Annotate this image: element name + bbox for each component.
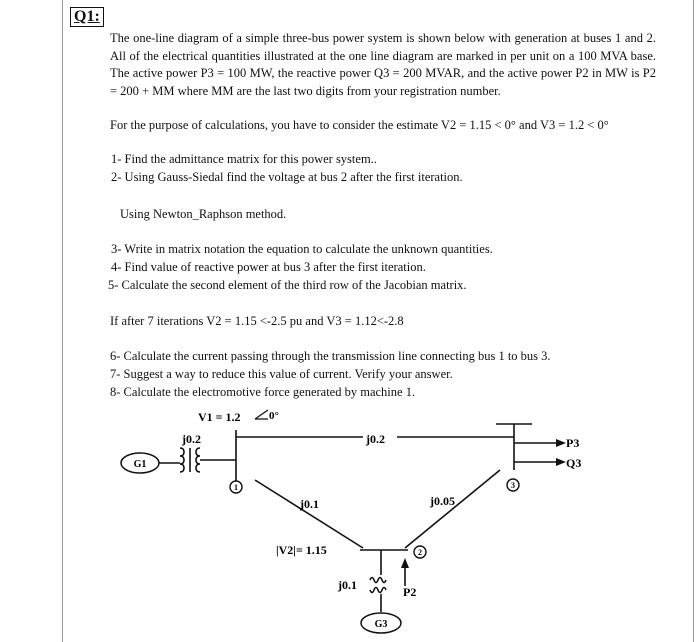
p3-label: P3 [566, 436, 580, 450]
question-8: 8- Calculate the electromotive force generated by machine 1. [110, 385, 416, 399]
g3-label: G3 [374, 619, 388, 630]
g3-coil-top [370, 578, 386, 583]
line-2-3 [405, 470, 500, 548]
g1-label: G1 [133, 459, 147, 470]
question-label: Q1: [70, 7, 104, 27]
bus-3-number: 3 [511, 481, 515, 490]
g1-reactance-coil [180, 448, 184, 472]
question-7: 7- Suggest a way to reduce this value of current. Verify your answer. [110, 367, 453, 381]
newton-raphson-heading: Using Newton_Raphson method. [120, 207, 287, 221]
line-2-3-impedance: j0.05 [430, 494, 455, 508]
g1-coil-secondary [196, 448, 200, 472]
q3-label: Q3 [566, 456, 582, 470]
estimate-line: For the purpose of calculations, you have to consider the estimate V2 = 1.15 < 0° and V3 = 1.2 < 0° [110, 118, 609, 132]
question-3: 3- Write in matrix notation the equation to calculate the unknown quantities. [111, 242, 493, 256]
bus-2-number: 2 [418, 548, 422, 557]
question-6: 6- Calculate the current passing through the transmission line connecting bus 1 to bus 3. [110, 349, 551, 363]
q3-arrow-head [556, 458, 566, 466]
question-2: 2- Using Gauss-Siedal find the voltage at bus 2 after the first iteration. [111, 170, 463, 184]
iterations-note: If after 7 iterations V2 = 1.15 <-2.5 pu and V3 = 1.12<-2.8 [110, 314, 404, 328]
line-1-3-impedance: j0.2 [366, 432, 385, 446]
v1-label: V1 = 1.2 [198, 410, 241, 424]
question-1: 1- Find the admittance matrix for this power system.. [111, 152, 377, 166]
question-5: 5- Calculate the second element of the third row of the Jacobian matrix. [108, 278, 467, 292]
line-1-2 [255, 480, 363, 548]
v1-angle-symbol [255, 410, 268, 419]
v2-magnitude: |V2|= 1.15 [276, 543, 327, 557]
v1-angle: 0° [269, 410, 279, 422]
bus-1-number: 1 [234, 483, 238, 492]
p2-arrow-head [401, 558, 409, 568]
p3-arrow-head [556, 439, 566, 447]
p2-label: P2 [403, 585, 417, 599]
g3-coil-bottom [370, 588, 386, 593]
gen1-reactance: j0.2 [182, 432, 201, 446]
gen3-reactance: j0.1 [338, 578, 357, 592]
question-4: 4- Find value of reactive power at bus 3 after the first iteration. [111, 260, 426, 274]
line-1-2-impedance: j0.1 [300, 497, 319, 511]
intro-paragraph: The one-line diagram of a simple three-bus power system is shown below with generation at buses 1 and 2. All of the electrical quantities illustrated at the one line diagram are marked in per unit on a 100 MVA base. The active power P3 = 100 MW, the reactive power Q3 = 200 MVAR, and the active power P2 in MW is P2 = 200 + MM where MM are the last two digits from your registration number. [110, 31, 656, 98]
